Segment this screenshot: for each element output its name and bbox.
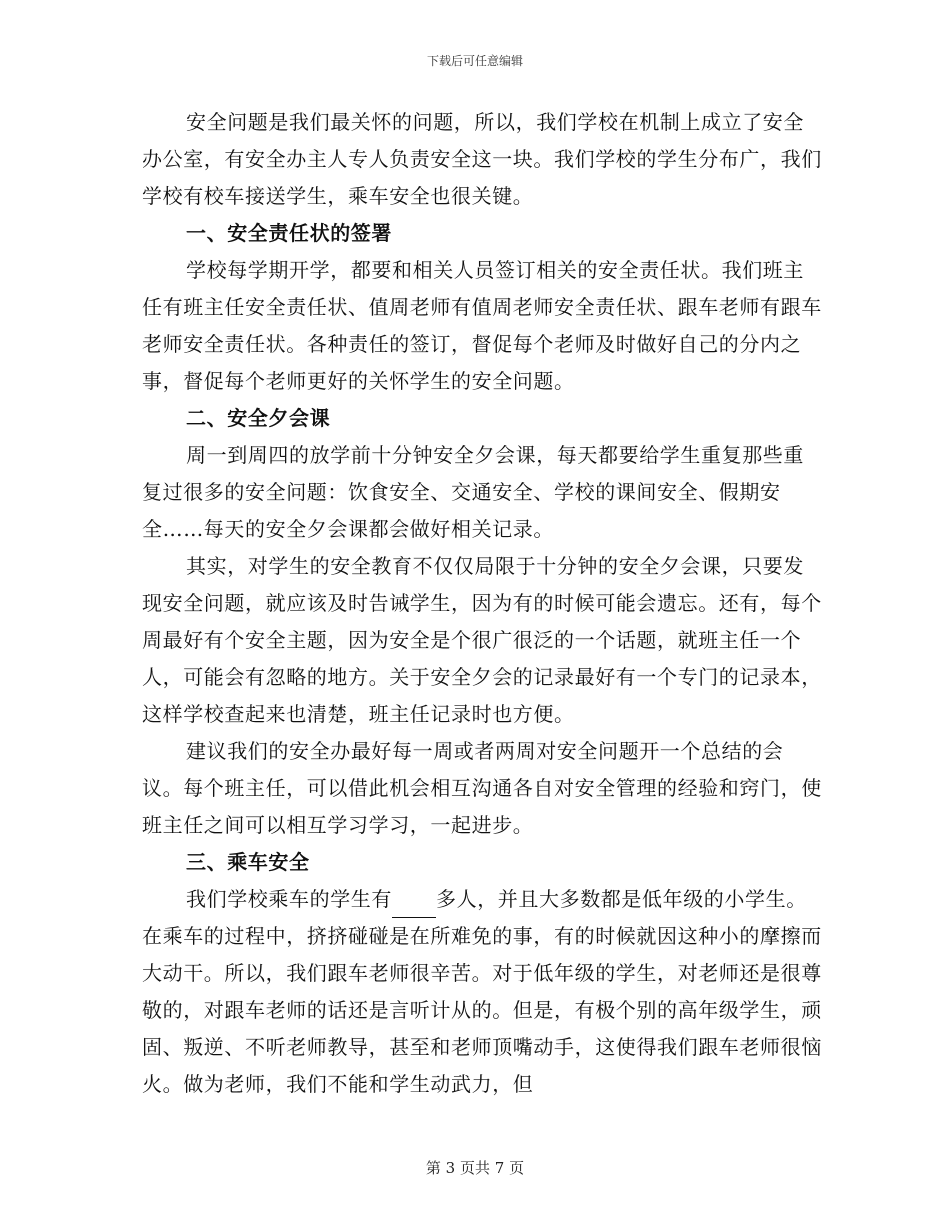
paragraph-suggestion: 建议我们的安全办最好每一周或者两周对安全问题开一个总结的会议。每个班主任，可以借此机会相互沟通各自对安全管理的经验和窍门，使班主任之间可以相互学习学习，一起进步。 (142, 739, 822, 837)
section-heading-2: 二、安全夕会课 (186, 406, 331, 430)
paragraph-evening-class: 周一到周四的放学前十分钟安全夕会课，每天都要给学生重复那些重复过很多的安全问题：饮食安全、交通安全、学校的课间安全、假期安全……每天的安全夕会课都会做好相关记录。 (142, 443, 804, 541)
section-heading-1: 一、安全责任状的签署 (186, 221, 392, 245)
fill-in-blank (392, 895, 436, 918)
bus-text-after-blank: 多人，并且大多数都是低年级的小学生。在乘车的过程中，挤挤碰碰是在所难免的事，有的时候就因这种小的摩擦而大动干。所以，我们跟车老师很辛苦。对于低年级的学生，对老师还是很尊敬的，对跟车老师的话还是言听计从的。但是，有极个别的高年级学生，顽固、叛逆、不听老师教导，甚至和老师顶嘴动手，这使得我们跟车老师很恼火。做为老师，我们不能和学生动武力，但 (142, 887, 822, 1096)
paragraph-responsibility: 学校每学期开学，都要和相关人员签订相关的安全责任状。我们班主任有班主任安全责任状、值周老师有值周老师安全责任状、跟车老师有跟车老师安全责任状。各种责任的签订，督促每个老师及时做好自己的分内之事，督促每个老师更好的关怀学生的安全问题。 (142, 258, 822, 393)
section-heading-3: 三、乘车安全 (186, 850, 310, 874)
paragraph-education: 其实，对学生的安全教育不仅仅局限于十分钟的安全夕会课，只要发现安全问题，就应该及时告诫学生，因为有的时候可能会遗忘。还有，每个周最好有个安全主题，因为安全是个很广很泛的一个话题，就班主任一个人，可能会有忽略的地方。关于安全夕会的记录最好有一个专门的记录本，这样学校查起来也清楚，班主任记录时也方便。 (142, 554, 822, 726)
bus-text-before-blank: 我们学校乘车的学生有 (186, 887, 392, 911)
page-footer: 第 3 页共 7 页 (425, 1159, 525, 1177)
paragraph-bus-safety (142, 881, 822, 1103)
document-body (142, 104, 822, 1103)
page-header: 下载后可任意编辑 (426, 54, 523, 68)
paragraph-intro: 安全问题是我们最关怀的问题，所以，我们学校在机制上成立了安全办公室，有安全办主人专人负责安全这一块。我们学校的学生分布广，我们学校有校车接送学生，乘车安全也很关键。 (142, 110, 822, 208)
